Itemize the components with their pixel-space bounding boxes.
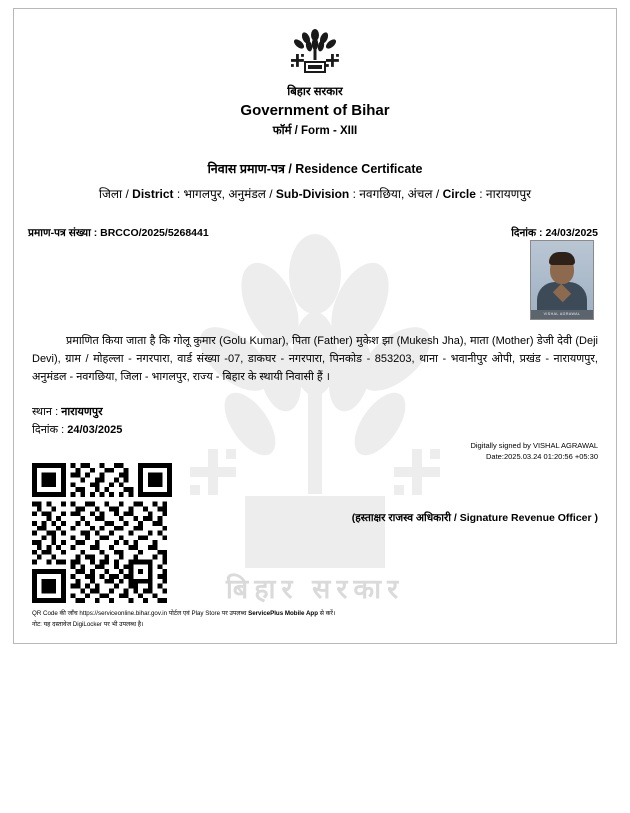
signed-date: Date:2025.03.24 01:20:56 +05:30 [486,451,598,461]
meta-row [14,226,616,240]
place-date-label: दिनांक : [32,424,68,437]
gov-name-hindi: बिहार सरकार [287,86,343,98]
circle-label-hi: अंचल / [407,187,443,201]
form-number: फॉर्म / Form - XIII [272,125,358,137]
ashoka-emblem-icon [289,27,341,77]
emblem-wrapper [14,27,616,82]
issue-date [511,226,602,240]
watermark-text: बिहार सरकार [225,574,405,604]
footer-qr-text-c: से करें। [317,610,336,617]
footer-qr-text-a: QR Code की जाँच https://serviceonline.bihar.gov.in पोर्टल एवं Play Store पर उपलब्ध [32,610,249,617]
circle-value: : नारायणपुर [475,187,532,201]
subdivision-label-hi: अनुमंडल / [228,187,276,201]
qr-code [32,463,172,603]
district-value: : भागलपुर, [173,187,229,201]
place-label: स्थान : [32,406,62,419]
digital-signature-info [298,441,598,463]
jurisdiction-line [14,185,616,202]
applicant-photo [530,240,594,320]
place-row [32,404,616,422]
footer-notes [32,609,335,630]
certificate-number-label: प्रमाण-पत्र संख्या : [28,227,101,239]
footer-line-digilocker: नोट: यह दस्तावेज DigiLocker पर भी उपलब्ध है। [32,620,144,628]
signed-by: Digitally signed by VISHAL AGRAWAL [470,441,598,450]
certificate-title: निवास प्रमाण-पत्र / Residence Certificate [207,162,423,176]
photo-caption: VISHAL AGRAWAL [531,310,593,319]
issue-date-value: 24/03/2025 [545,227,598,239]
date-row [32,422,616,440]
certificate-number [28,226,209,240]
photo-hair [549,252,575,265]
footer-line-qr [32,609,335,620]
place-value: नारायणपुर [61,406,103,419]
subdivision-label-en: Sub-Division [275,187,350,201]
signature-caption: (हस्ताक्षर राजस्व अधिकारी / Signature Revenue Officer ) [351,512,598,524]
certificate-page [13,8,617,644]
footer-app-name: ServicePlus Mobile App [248,610,318,617]
certificate-body-text: प्रमाणित किया जाता है कि गोलू कुमार (Golu Kumar), पिता (Father) मुकेश झा (Mukesh Jha), माता (Mother) डेजी देवी (Deji Devi), ग्राम / मोहल्ला - नगरपारा, वार्ड संख्या -07, डाकघर - नगरपारा, पिनकोड - 853203, थाना - भवानीपुर ओपी, प्रखंड - नारायणपुर, अनुमंडल - नवगछिया, जिला - भागलपुर, राज्य - बिहार के स्थायी निवासी हैं । [32,335,598,384]
circle-label-en: Circle [442,187,476,201]
district-label-en: District [132,187,174,201]
place-date-block [32,404,616,439]
subdivision-value: : नवगछिया, [349,187,408,201]
certificate-number-value: BRCCO/2025/5268441 [100,227,209,239]
issue-date-label: दिनांक : [511,227,546,239]
gov-name-english: Government of Bihar [240,102,390,119]
place-date-value: 24/03/2025 [67,424,123,437]
district-label-hi: जिला / [98,187,133,201]
